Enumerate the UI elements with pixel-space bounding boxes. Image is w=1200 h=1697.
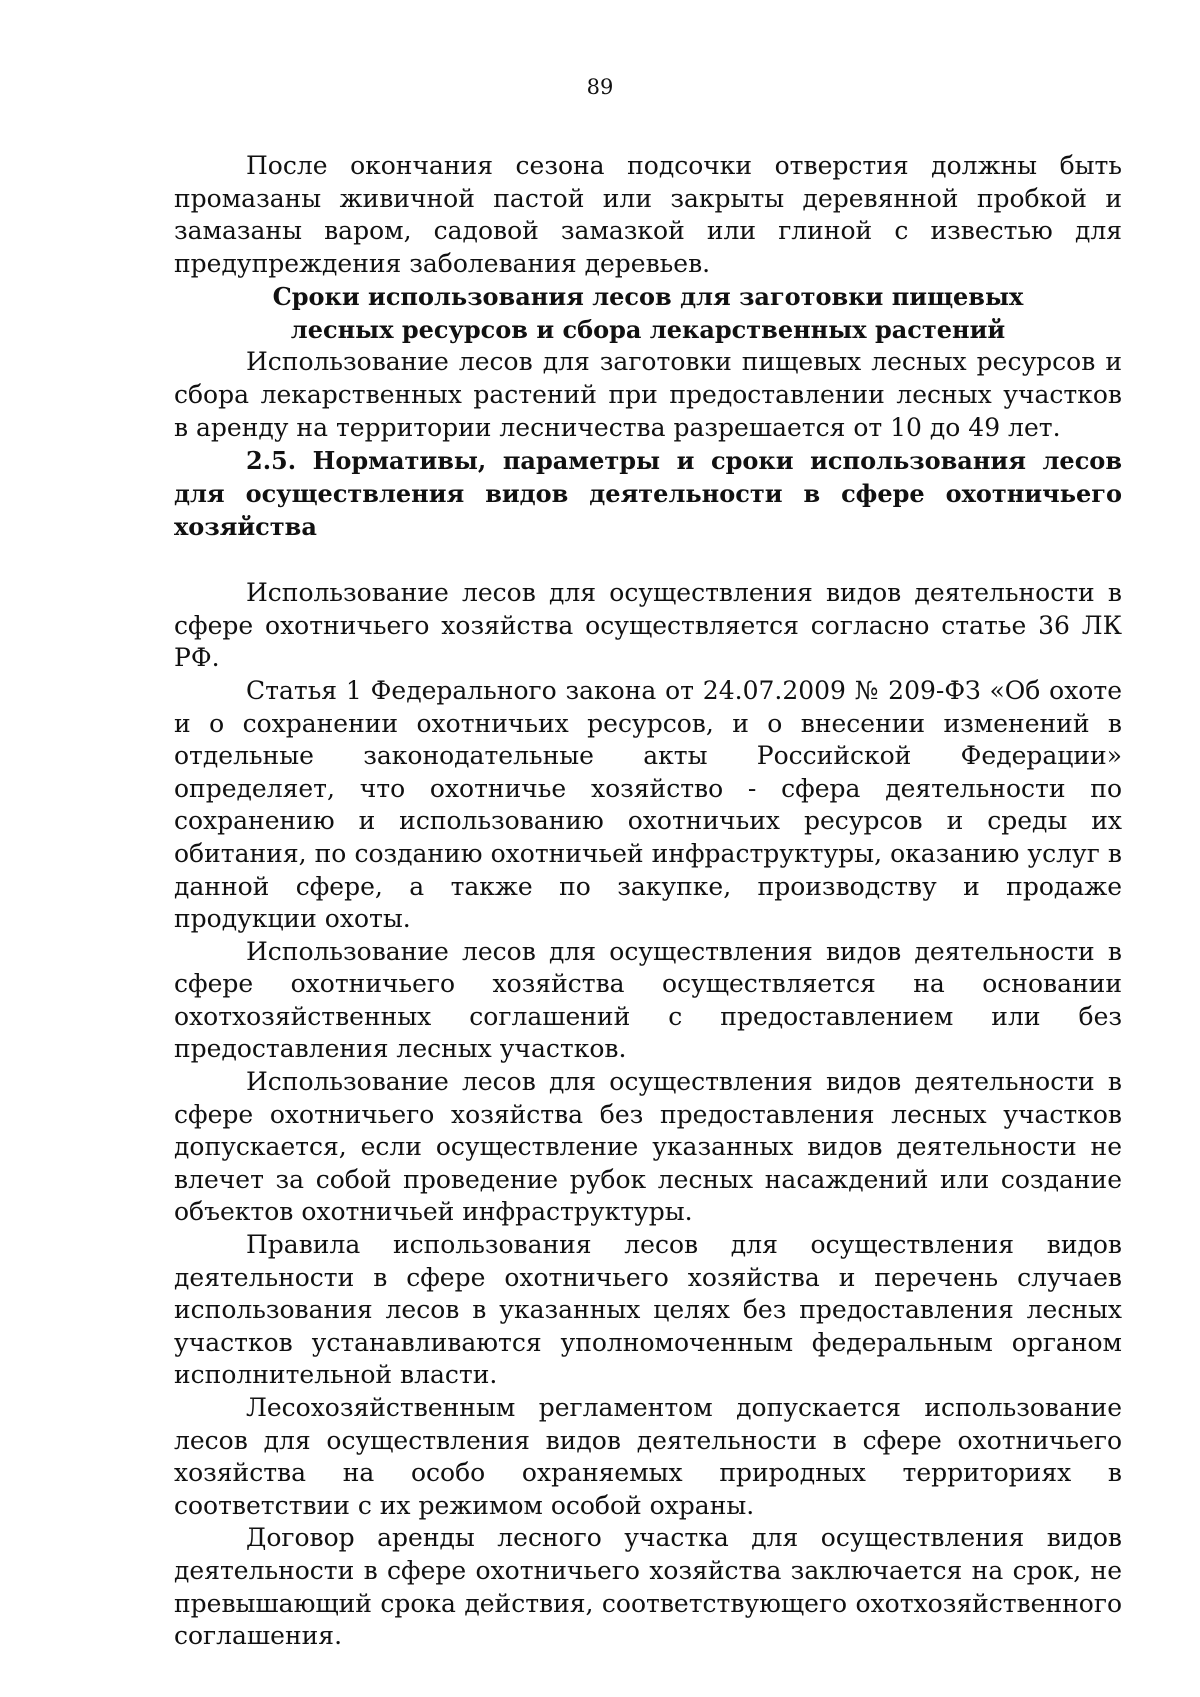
page-content xyxy=(174,150,1122,1653)
section-2-5-heading xyxy=(174,444,1122,543)
page-number: 89 xyxy=(586,75,614,99)
section-2-5-paragraph: Лесохозяйственным регламентом допускается использование лесов для осуществления видов деятельности в сфере охотничьего хозяйства на особо охраняемых природных территориях в соответствии с их режимом особой охраны. xyxy=(174,1393,1122,1520)
section-2-5-paragraph: Использование лесов для осуществления видов деятельности в сфере охотничьего хозяйства осуществляется на основании охотхозяйственных соглашений с предоставлением или без предоставления лесных участков. xyxy=(174,936,1122,1064)
intro-paragraph: После окончания сезона подсочки отверстия должны быть промазаны живичной пастой или закрыты деревянной пробкой и замазаны варом, садовой замазкой или глиной с известью для предупреждения заболевания деревьев. xyxy=(174,151,1122,278)
section-terms-heading-line1: Сроки использования лесов для заготовки пищевых xyxy=(272,282,1024,312)
section-2-5-paragraph: Использование лесов для осуществления видов деятельности в сфере охотничьего хозяйства осуществляется согласно статье 36 ЛК РФ. xyxy=(174,578,1122,673)
section-2-5-body xyxy=(174,577,1122,1653)
section-2-5-paragraph: Использование лесов для осуществления видов деятельности в сфере охотничьего хозяйства без предоставления лесных участков допускается, если осуществление указанных видов деятельности не влечет за собой проведение рубок лесных насаждений или создание объектов охотничьей инфраструктуры. xyxy=(174,1067,1122,1227)
section-2-5-heading-line2: для осуществления видов деятельности в сфере охотничьего хозяйства xyxy=(174,479,1122,542)
section-terms-heading-line2: лесных ресурсов и сбора лекарственных растений xyxy=(290,315,1006,345)
section-terms-paragraph: Использование лесов для заготовки пищевых лесных ресурсов и сбора лекарственных растений при предоставлении лесных участков в аренду на территории лесничества разрешается от 10 до 49 лет. xyxy=(174,347,1122,442)
section-2-5-paragraph: Правила использования лесов для осуществления видов деятельности в сфере охотничьего хозяйства и перечень случаев использования лесов в указанных целях без предоставления лесных участков устанавливаются уполномоченным федеральным органом исполнительной власти. xyxy=(174,1230,1122,1390)
section-2-5-heading-line1: 2.5. Нормативы, параметры и сроки использования лесов xyxy=(246,446,1122,476)
section-2-5-paragraph: Статья 1 Федерального закона от 24.07.2009 № 209-ФЗ «Об охоте и о сохранении охотничьих ресурсов, и о внесении изменений в отдельные законодательные акты Российской Федерации» определяет, что охотничье хозяйство - сфера деятельности по сохранению и использованию охотничьих ресурсов и среды их обитания, по созданию охотничьей инфраструктуры, оказанию услуг в данной сфере, а также по закупке, производству и продаже продукции охоты. xyxy=(174,675,1122,934)
section-2-5-paragraph: Договор аренды лесного участка для осуществления видов деятельности в сфере охотничьего хозяйства заключается на срок, не превышающий срока действия, соответствующего охотхозяйственного соглашения. xyxy=(174,1523,1122,1651)
section-terms-heading xyxy=(174,280,1122,346)
